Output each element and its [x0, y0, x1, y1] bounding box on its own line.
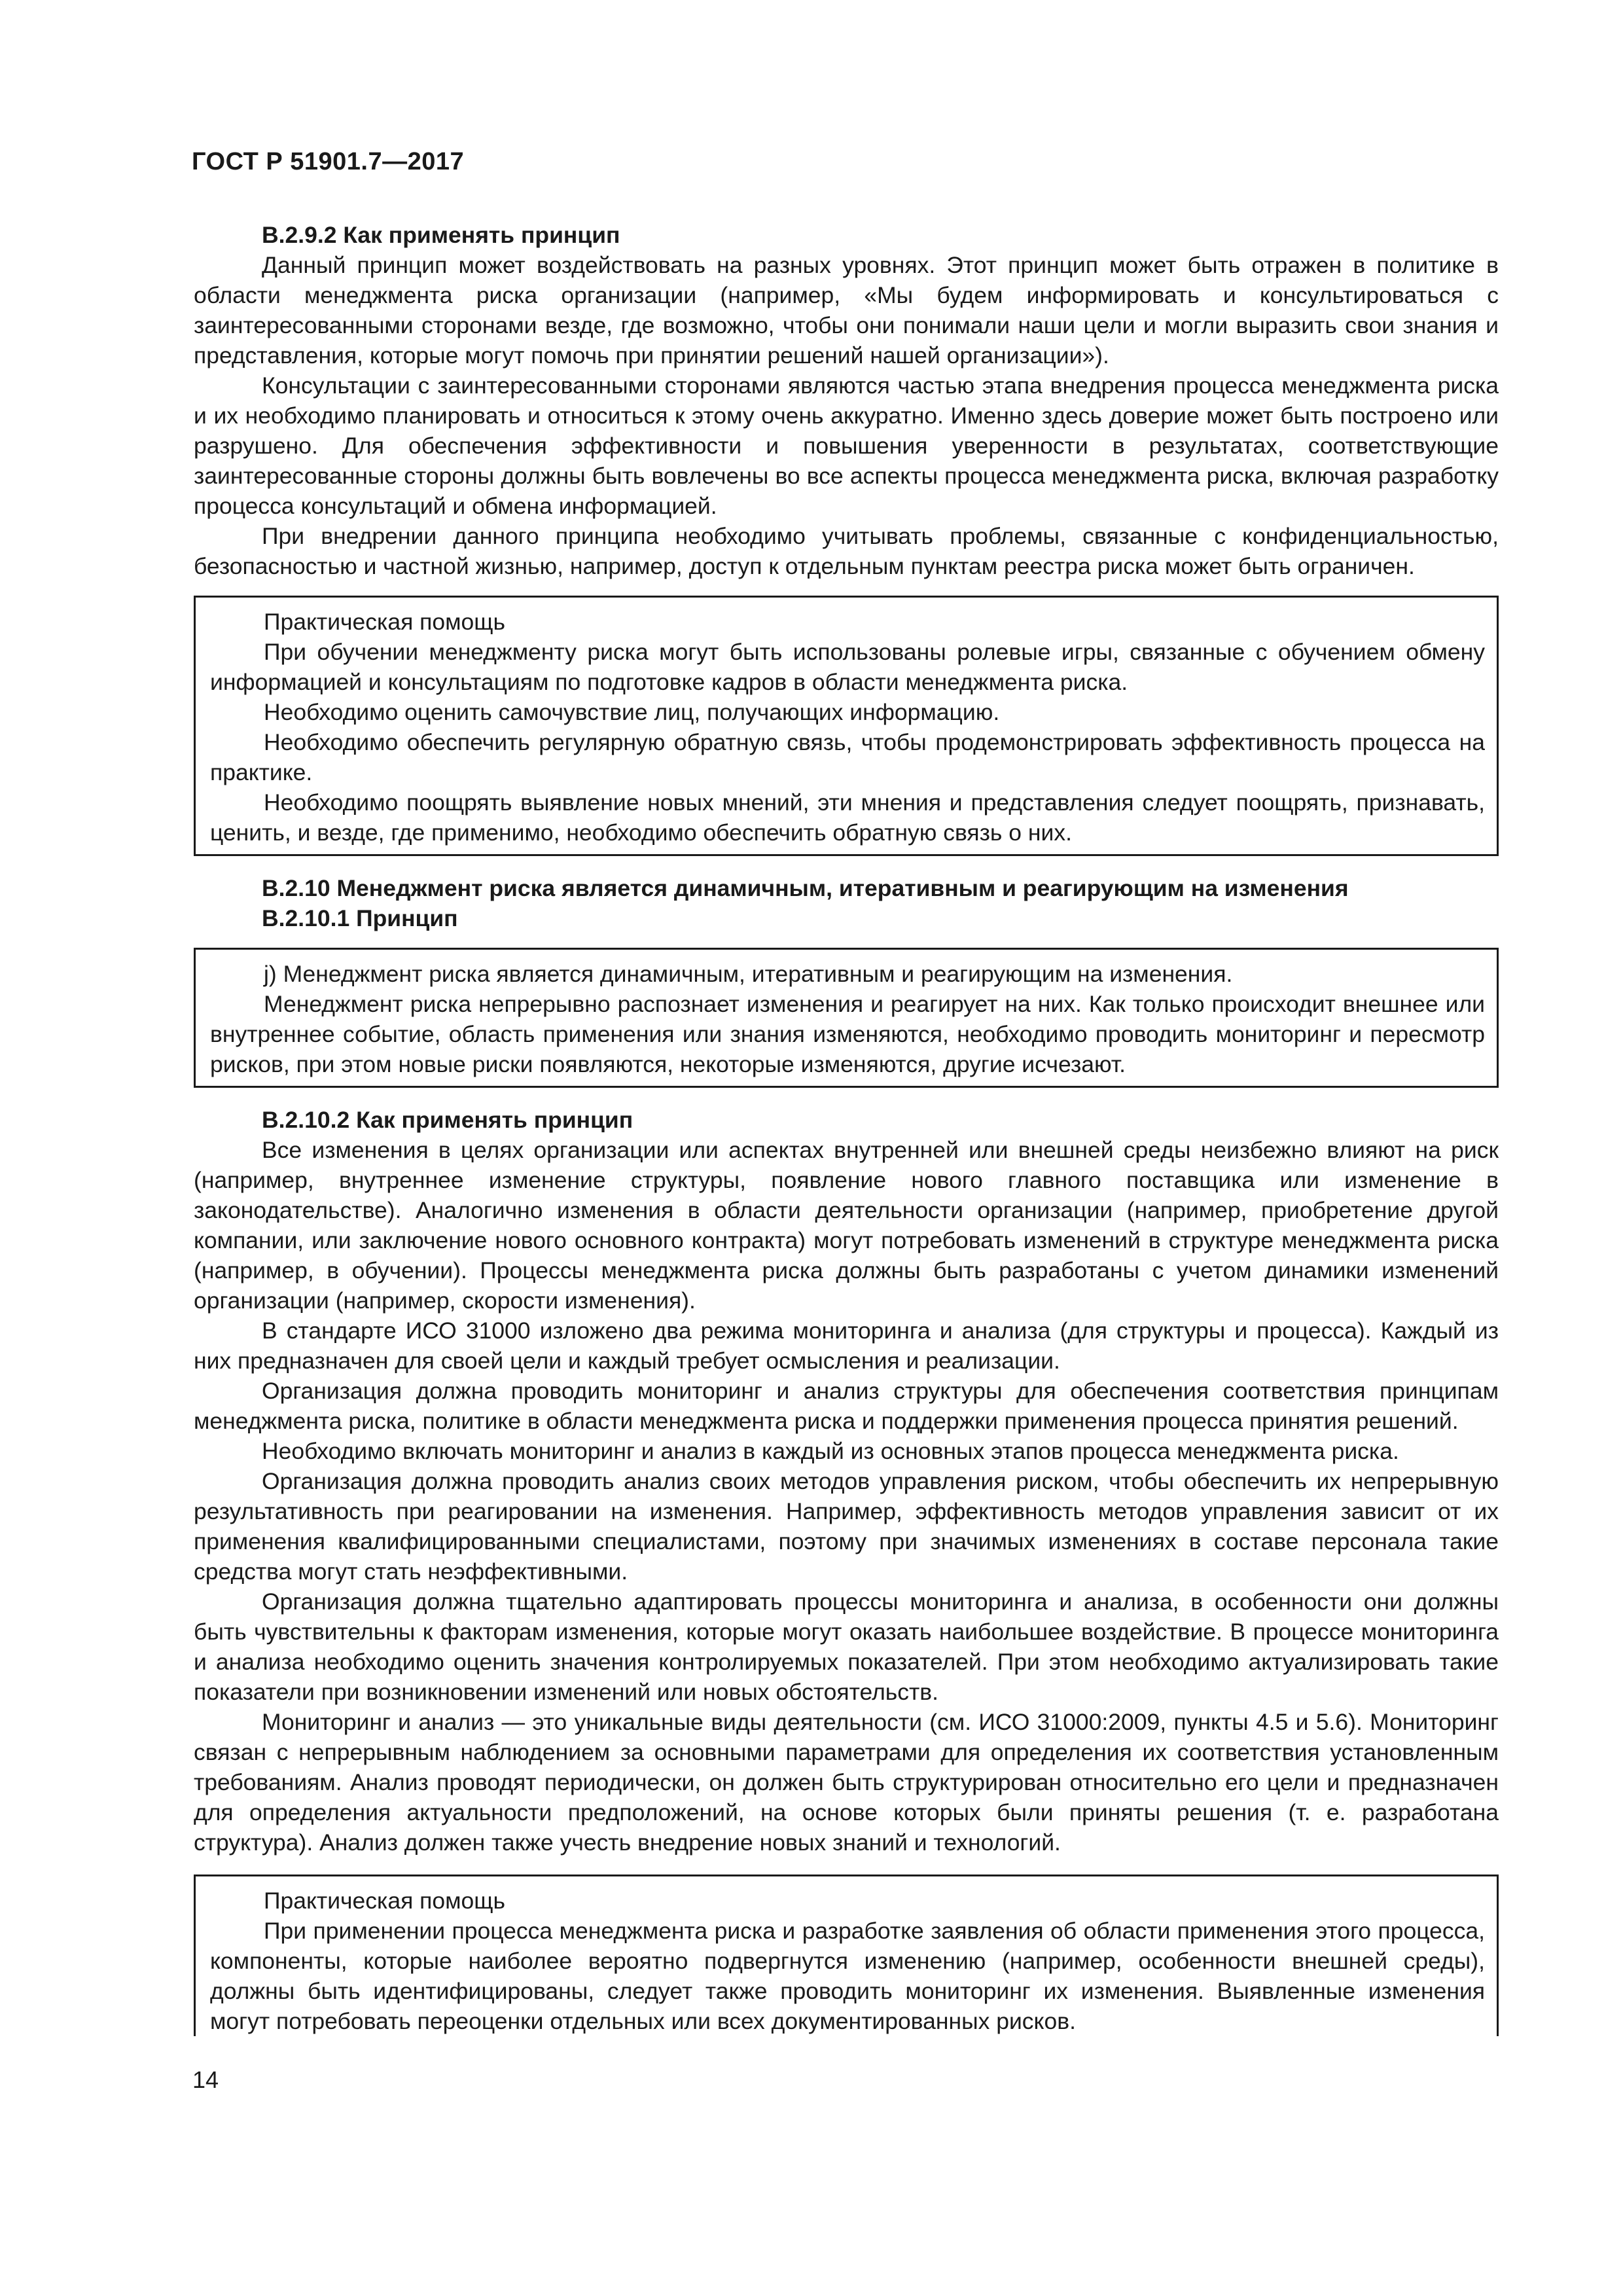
box-paragraph: При обучении менеджменту риска могут быть использованы ролевые игры, связанные с обучением обмену информацией и консультациям по подготовке кадров в области менеджмента риска. — [210, 639, 1485, 695]
box-title: Практическая помощь — [264, 1888, 505, 1914]
box-paragraph: Необходимо поощрять выявление новых мнений, эти мнения и представления следует поощрять, признавать, ценить, и везде, где применимо, необходимо обеспечить обратную связь о них. — [210, 789, 1485, 846]
section-subheading-b2-10-1: В.2.10.1 Принцип — [262, 905, 458, 931]
standard-header: ГОСТ Р 51901.7—2017 — [192, 148, 465, 175]
box-paragraph: Необходимо обеспечить регулярную обратную связь, чтобы продемонстрировать эффективность процесса на практике. — [210, 729, 1485, 785]
box-title: Практическая помощь — [264, 609, 505, 635]
principle-statement: j) Менеджмент риска является динамичным, итеративным и реагирующим на изменения. — [264, 961, 1233, 987]
paragraph: Организация должна проводить мониторинг и анализ структуры для обеспечения соответствия принципам менеджмента риска, политике в области менеджмента риска и поддержки применения процесса принятия решений. — [194, 1378, 1499, 1434]
paragraph: При внедрении данного принципа необходимо учитывать проблемы, связанные с конфиденциальностью, безопасностью и частной жизнью, например, доступ к отдельным пунктам реестра риска может быть ограничен. — [194, 523, 1499, 579]
section-heading-b2-10: В.2.10 Менеджмент риска является динамичным, итеративным и реагирующим на изменения — [262, 875, 1349, 901]
paragraph: Все изменения в целях организации или аспектах внутренней или внешней среды неизбежно влияют на риск (например, внутреннее изменение структуры, появление нового главного поставщика или изменение в законодательстве). Аналогично изменения в области деятельности организации (например, приобретение другой компании, или заключение нового основного контракта) могут потребовать изменений в структуре менеджмента риска (например, в обучении). Процессы менеджмента риска должны быть разработаны с учетом динамики изменений организации (например, скорости изменения). — [194, 1137, 1499, 1314]
practical-help-box-2 — [194, 1874, 1499, 2036]
paragraph: Организация должна проводить анализ своих методов управления риском, чтобы обеспечить их непрерывную результативность при реагировании на изменения. Например, эффективность методов управления зависит от их применения квалифицированными специалистами, поэтому при значимых изменениях в составе персонала такие средства могут стать неэффективными. — [194, 1468, 1499, 1585]
document-body — [194, 220, 1499, 2036]
paragraph: Необходимо включать мониторинг и анализ в каждый из основных этапов процесса менеджмента риска. — [262, 1438, 1399, 1464]
section-heading-b2-9-2: В.2.9.2 Как применять принцип — [262, 222, 620, 248]
principle-box — [194, 948, 1499, 1088]
section-heading-b2-10-2: В.2.10.2 Как применять принцип — [262, 1107, 633, 1133]
paragraph: Мониторинг и анализ — это уникальные виды деятельности (см. ИСО 31000:2009, пункты 4.5 и 5.6). Мониторинг связан с непрерывным наблюдением за основными параметрами для определения их соответствия установленным требованиям. Анализ проводят периодически, он должен быть структурирован относительно его цели и предназначен для определения актуальности предположений, на основе которых были приняты решения (т. е. разработана структура). Анализ должен также учесть внедрение новых знаний и технологий. — [194, 1709, 1499, 1856]
box-paragraph: Необходимо оценить самочувствие лиц, получающих информацию. — [264, 699, 1000, 725]
paragraph: Консультации с заинтересованными сторонами являются частью этапа внедрения процесса менеджмента риска и их необходимо планировать и относиться к этому очень аккуратно. Именно здесь доверие может быть построено или разрушено. Для обеспечения эффективности и повышения уверенности в результатах, соответствующие заинтересованные стороны должны быть вовлечены во все аспекты процесса менеджмента риска, включая разработку процесса консультаций и обмена информацией. — [194, 372, 1499, 519]
paragraph: Данный принцип может воздействовать на разных уровнях. Этот принцип может быть отражен в политике в области менеджмента риска организации (например, «Мы будем информировать и консультироваться с заинтересованными сторонами везде, где возможно, чтобы они понимали наши цели и могли выразить свои знания и представления, которые могут помочь при принятии решений нашей организации»). — [194, 252, 1499, 368]
paragraph: В стандарте ИСО 31000 изложено два режима мониторинга и анализа (для структуры и процесса). Каждый из них предназначен для своей цели и каждый требует осмысления и реализации. — [194, 1318, 1499, 1374]
box-paragraph: При применении процесса менеджмента риска и разработке заявления об области применения этого процесса, компоненты, которые наиболее вероятно подвергнутся изменению (например, особенности внешней среды), должны быть идентифицированы, следует также проводить мониторинг их изменения. Выявленные изменения могут потребовать переоценки отдельных или всех документированных рисков. — [210, 1918, 1485, 2034]
box-paragraph: Менеджмент риска непрерывно распознает изменения и реагирует на них. Как только происходит внешнее или внутреннее событие, область применения или знания изменяются, необходимо проводить мониторинг и пересмотр рисков, при этом новые риски появляются, некоторые изменяются, другие исчезают. — [210, 991, 1485, 1077]
paragraph: Организация должна тщательно адаптировать процессы мониторинга и анализа, в особенности они должны быть чувствительны к факторам изменения, которые могут оказать наибольшее воздействие. В процессе мониторинга и анализа необходимо оценить значения контролируемых показателей. При этом необходимо актуализировать такие показатели при возникновении изменений или новых обстоятельств. — [194, 1588, 1499, 1705]
practical-help-box-1 — [194, 596, 1499, 856]
page-number: 14 — [192, 2066, 219, 2093]
